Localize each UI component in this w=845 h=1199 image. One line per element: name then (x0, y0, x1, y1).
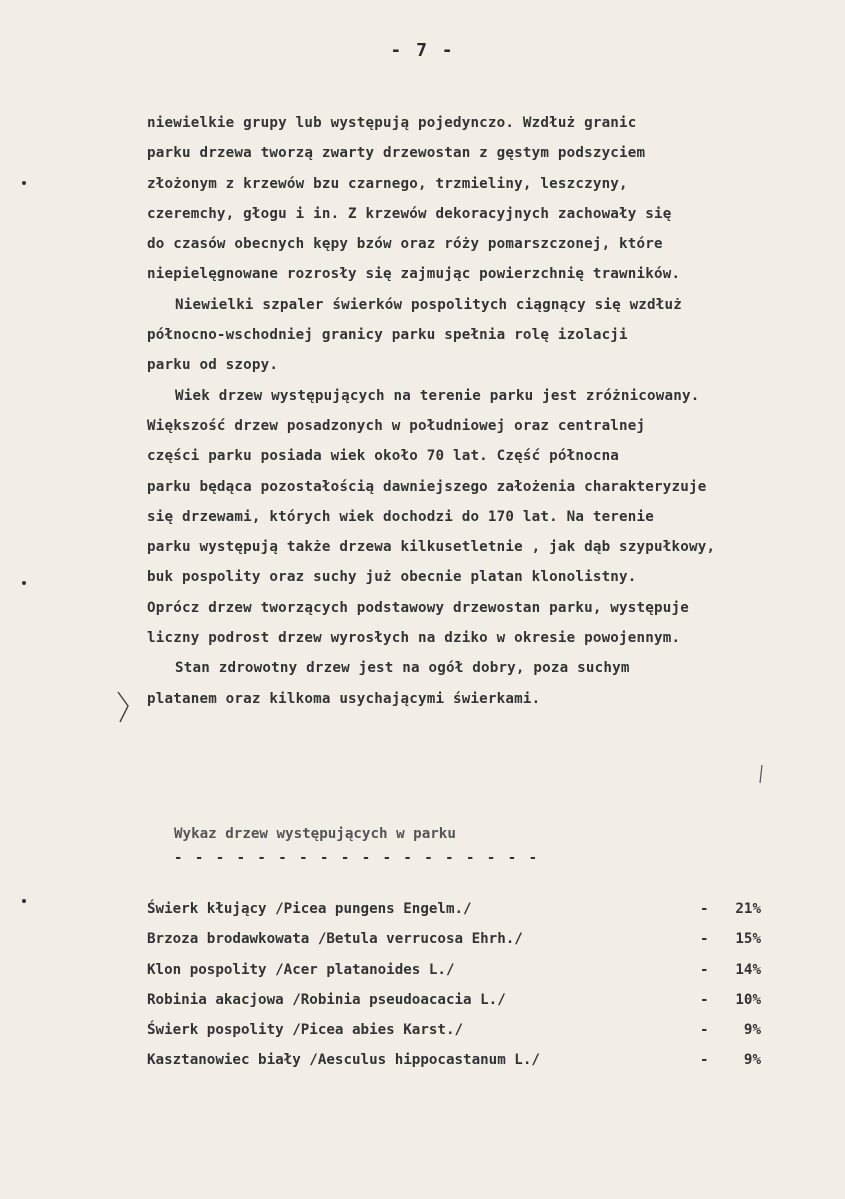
tree-percent: 21% (735, 901, 761, 917)
tree-dash: - (700, 1052, 709, 1069)
paragraph-line: do czasów obecnych kępy bzów oraz róży pomarszczonej, które (147, 236, 663, 253)
paragraph-line: buk pospolity oraz suchy już obecnie platan klonolistny. (147, 569, 637, 586)
tree-list (147, 894, 787, 1076)
tree-name: Świerk pospolity /Picea abies Karst./ (147, 1022, 464, 1039)
tree-row (147, 1015, 787, 1045)
tree-row (147, 894, 787, 924)
paragraph-line: północno-wschodniej granicy parku spełnia rolę izolacji (147, 327, 628, 344)
tree-row (147, 924, 787, 954)
paragraph-line: niepielęgnowane rozrosły się zajmując powierzchnię trawników. (147, 266, 681, 283)
paragraph-line: Niewielki szpaler świerków pospolitych ciągnący się wzdłuż (175, 296, 683, 313)
body-paragraphs (147, 108, 827, 714)
margin-dot (22, 899, 26, 903)
tree-list-heading: Wykaz drzew występujących w parku (174, 826, 456, 842)
tree-percent: 14% (735, 961, 761, 978)
tree-percent: 9% (743, 1022, 761, 1039)
tree-dash: - (700, 1022, 709, 1039)
paragraph-line: czeremchy, głogu i in. Z krzewów dekoracyjnych zachowały się (147, 205, 672, 222)
margin-dot (22, 181, 26, 185)
tree-percent: 10% (735, 991, 761, 1008)
paragraph-line: platanem oraz kilkoma usychającymi świerkami. (147, 690, 541, 707)
paragraph-line: Oprócz drzew tworzących podstawowy drzewostan parku, występuje (147, 599, 689, 616)
heading-underline: - - - - - - - - - - - - - - - - - - (174, 850, 540, 866)
tree-name: Świerk kłujący /Picea pungens Engelm./ (147, 901, 472, 917)
tree-dash: - (700, 991, 709, 1008)
margin-dot (22, 581, 26, 585)
paragraph-line: parku będąca pozostałością dawniejszego założenia charakteryzuje (147, 478, 707, 495)
tree-name: Kasztanowiec biały /Aesculus hippocastanum L./ (147, 1052, 540, 1069)
paragraph-line: Wiek drzew występujących na terenie parku jest zróżnicowany. (175, 387, 700, 404)
tree-percent: 9% (743, 1052, 761, 1069)
handwritten-margin-mark (116, 690, 132, 724)
tree-dash: - (700, 931, 709, 948)
tree-name: Klon pospolity /Acer platanoides L./ (147, 961, 455, 978)
paragraph-line: części parku posiada wiek około 70 lat. Część północna (147, 448, 620, 465)
handwritten-tick-mark (758, 764, 764, 784)
tree-row (147, 955, 787, 985)
tree-dash: - (700, 901, 709, 917)
paragraph-line: liczny podrost drzew wyrosłych na dziko w okresie powojennym. (147, 630, 681, 647)
tree-name: Robinia akacjowa /Robinia pseudoacacia L./ (147, 991, 506, 1008)
tree-percent: 15% (735, 931, 761, 948)
paragraph-line: Stan zdrowotny drzew jest na ogół dobry, poza suchym (175, 660, 630, 677)
tree-row (147, 1045, 787, 1075)
paragraph-line: parku występują także drzewa kilkusetletnie , jak dąb szypułkowy, (147, 539, 716, 556)
tree-row (147, 985, 787, 1015)
paragraph-line: złożonym z krzewów bzu czarnego, trzmieliny, leszczyny, (147, 175, 628, 192)
paragraph-line: parku drzewa tworzą zwarty drzewostan z gęstym podszyciem (147, 145, 646, 162)
paragraph-line: parku od szopy. (147, 357, 279, 374)
paragraph-line: Większość drzew posadzonych w południowej oraz centralnej (147, 417, 646, 434)
paragraph-line: się drzewami, których wiek dochodzi do 170 lat. Na terenie (147, 508, 655, 525)
page-number: - 7 - (390, 40, 455, 61)
paragraph-line: niewielkie grupy lub występują pojedynczo. Wzdłuż granic (147, 115, 637, 131)
tree-name: Brzoza brodawkowata /Betula verrucosa Ehrh./ (147, 931, 523, 948)
tree-dash: - (700, 961, 709, 978)
